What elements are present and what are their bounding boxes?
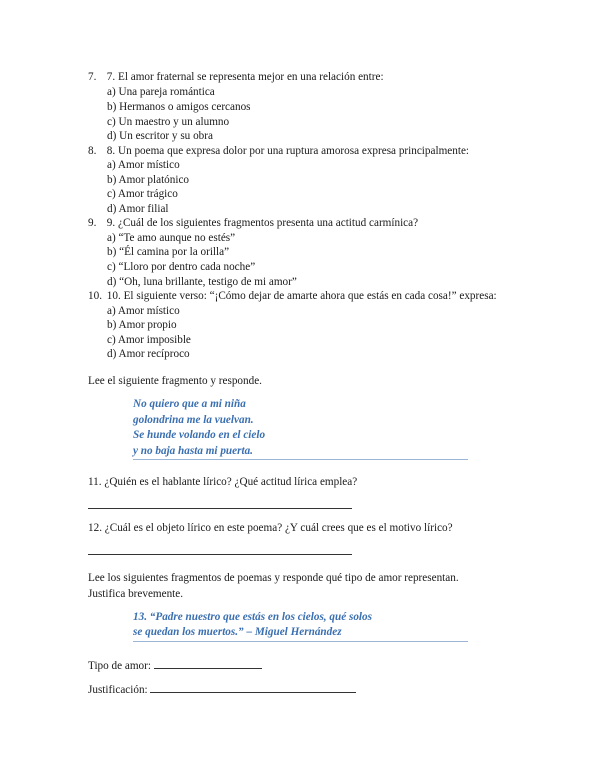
option-8b: b) Amor platónico	[107, 174, 190, 186]
poem-line-1: No quiero que a mi niña	[133, 398, 246, 410]
question-7	[88, 70, 384, 84]
question-number: 10.	[88, 290, 102, 302]
question-8	[88, 144, 469, 158]
option-7a: a) Una pareja romántica	[107, 86, 215, 98]
tipo-answer-line[interactable]	[154, 657, 262, 669]
tipo-label: Tipo de amor:	[88, 660, 151, 672]
question-text: 8. Un poema que expresa dolor por una ruptura amorosa expresa principalmente:	[106, 145, 470, 157]
question-10	[88, 289, 497, 303]
question-text: 10. El siguiente verso: “¡Cómo dejar de amarte ahora que estás en cada cosa!” expresa:	[106, 290, 497, 302]
option-8c: c) Amor trágico	[107, 188, 178, 200]
option-10d: d) Amor recíproco	[107, 348, 190, 360]
answer-line-12[interactable]	[88, 554, 352, 555]
question-number: 9.	[88, 217, 97, 229]
question-text: 7. El amor fraternal se representa mejor en una relación entre:	[106, 71, 384, 83]
option-9b: b) “Él camina por la orilla”	[107, 246, 230, 258]
fragment-intro: Lee el siguiente fragmento y responde.	[88, 375, 262, 387]
justificacion-answer-line[interactable]	[150, 681, 356, 693]
option-10c: c) Amor imposible	[107, 334, 191, 346]
quote-13-line-1: 13. “Padre nuestro que estás en los cielos, qué solos	[133, 611, 372, 623]
option-9a: a) “Te amo aunque no estés”	[107, 232, 236, 244]
question-number: 7.	[88, 71, 97, 83]
option-7c: c) Un maestro y un alumno	[107, 116, 230, 128]
question-9	[88, 216, 418, 230]
quote-13-line-2: se quedan los muertos.” – Miguel Hernández	[133, 626, 342, 638]
option-9d: d) “Oh, luna brillante, testigo de mi amor”	[107, 276, 297, 288]
poem-line-3: Se hunde volando en el cielo	[133, 429, 266, 441]
question-number: 8.	[88, 145, 97, 157]
option-10b: b) Amor propio	[107, 319, 177, 331]
option-9c: c) “Lloro por dentro cada noche”	[107, 261, 256, 273]
option-7b: b) Hermanos o amigos cercanos	[107, 101, 251, 113]
fragments-intro: Lee los siguientes fragmentos de poemas y responde qué tipo de amor representan. Justifica brevemente.	[88, 572, 459, 600]
tipo-row	[88, 657, 262, 674]
question-11: 11. ¿Quién es el hablante lírico? ¿Qué actitud lírica emplea?	[88, 476, 358, 488]
answer-line-11[interactable]	[88, 508, 352, 509]
question-12: 12. ¿Cuál es el objeto lírico en este poema? ¿Y cuál crees que es el motivo lírico?	[88, 522, 453, 534]
justificacion-row	[88, 681, 356, 698]
option-10a: a) Amor místico	[107, 305, 180, 317]
option-7d: d) Un escritor y su obra	[107, 130, 213, 142]
option-8a: a) Amor místico	[107, 159, 180, 171]
justificacion-label: Justificación:	[88, 684, 148, 696]
quote-divider	[133, 459, 468, 460]
question-text: 9. ¿Cuál de los siguientes fragmentos presenta una actitud carmínica?	[106, 217, 419, 229]
quote-13-divider	[133, 641, 468, 642]
poem-line-2: golondrina me la vuelvan.	[133, 414, 254, 426]
poem-line-4: y no baja hasta mi puerta.	[133, 445, 253, 457]
option-8d: d) Amor filial	[107, 203, 169, 215]
